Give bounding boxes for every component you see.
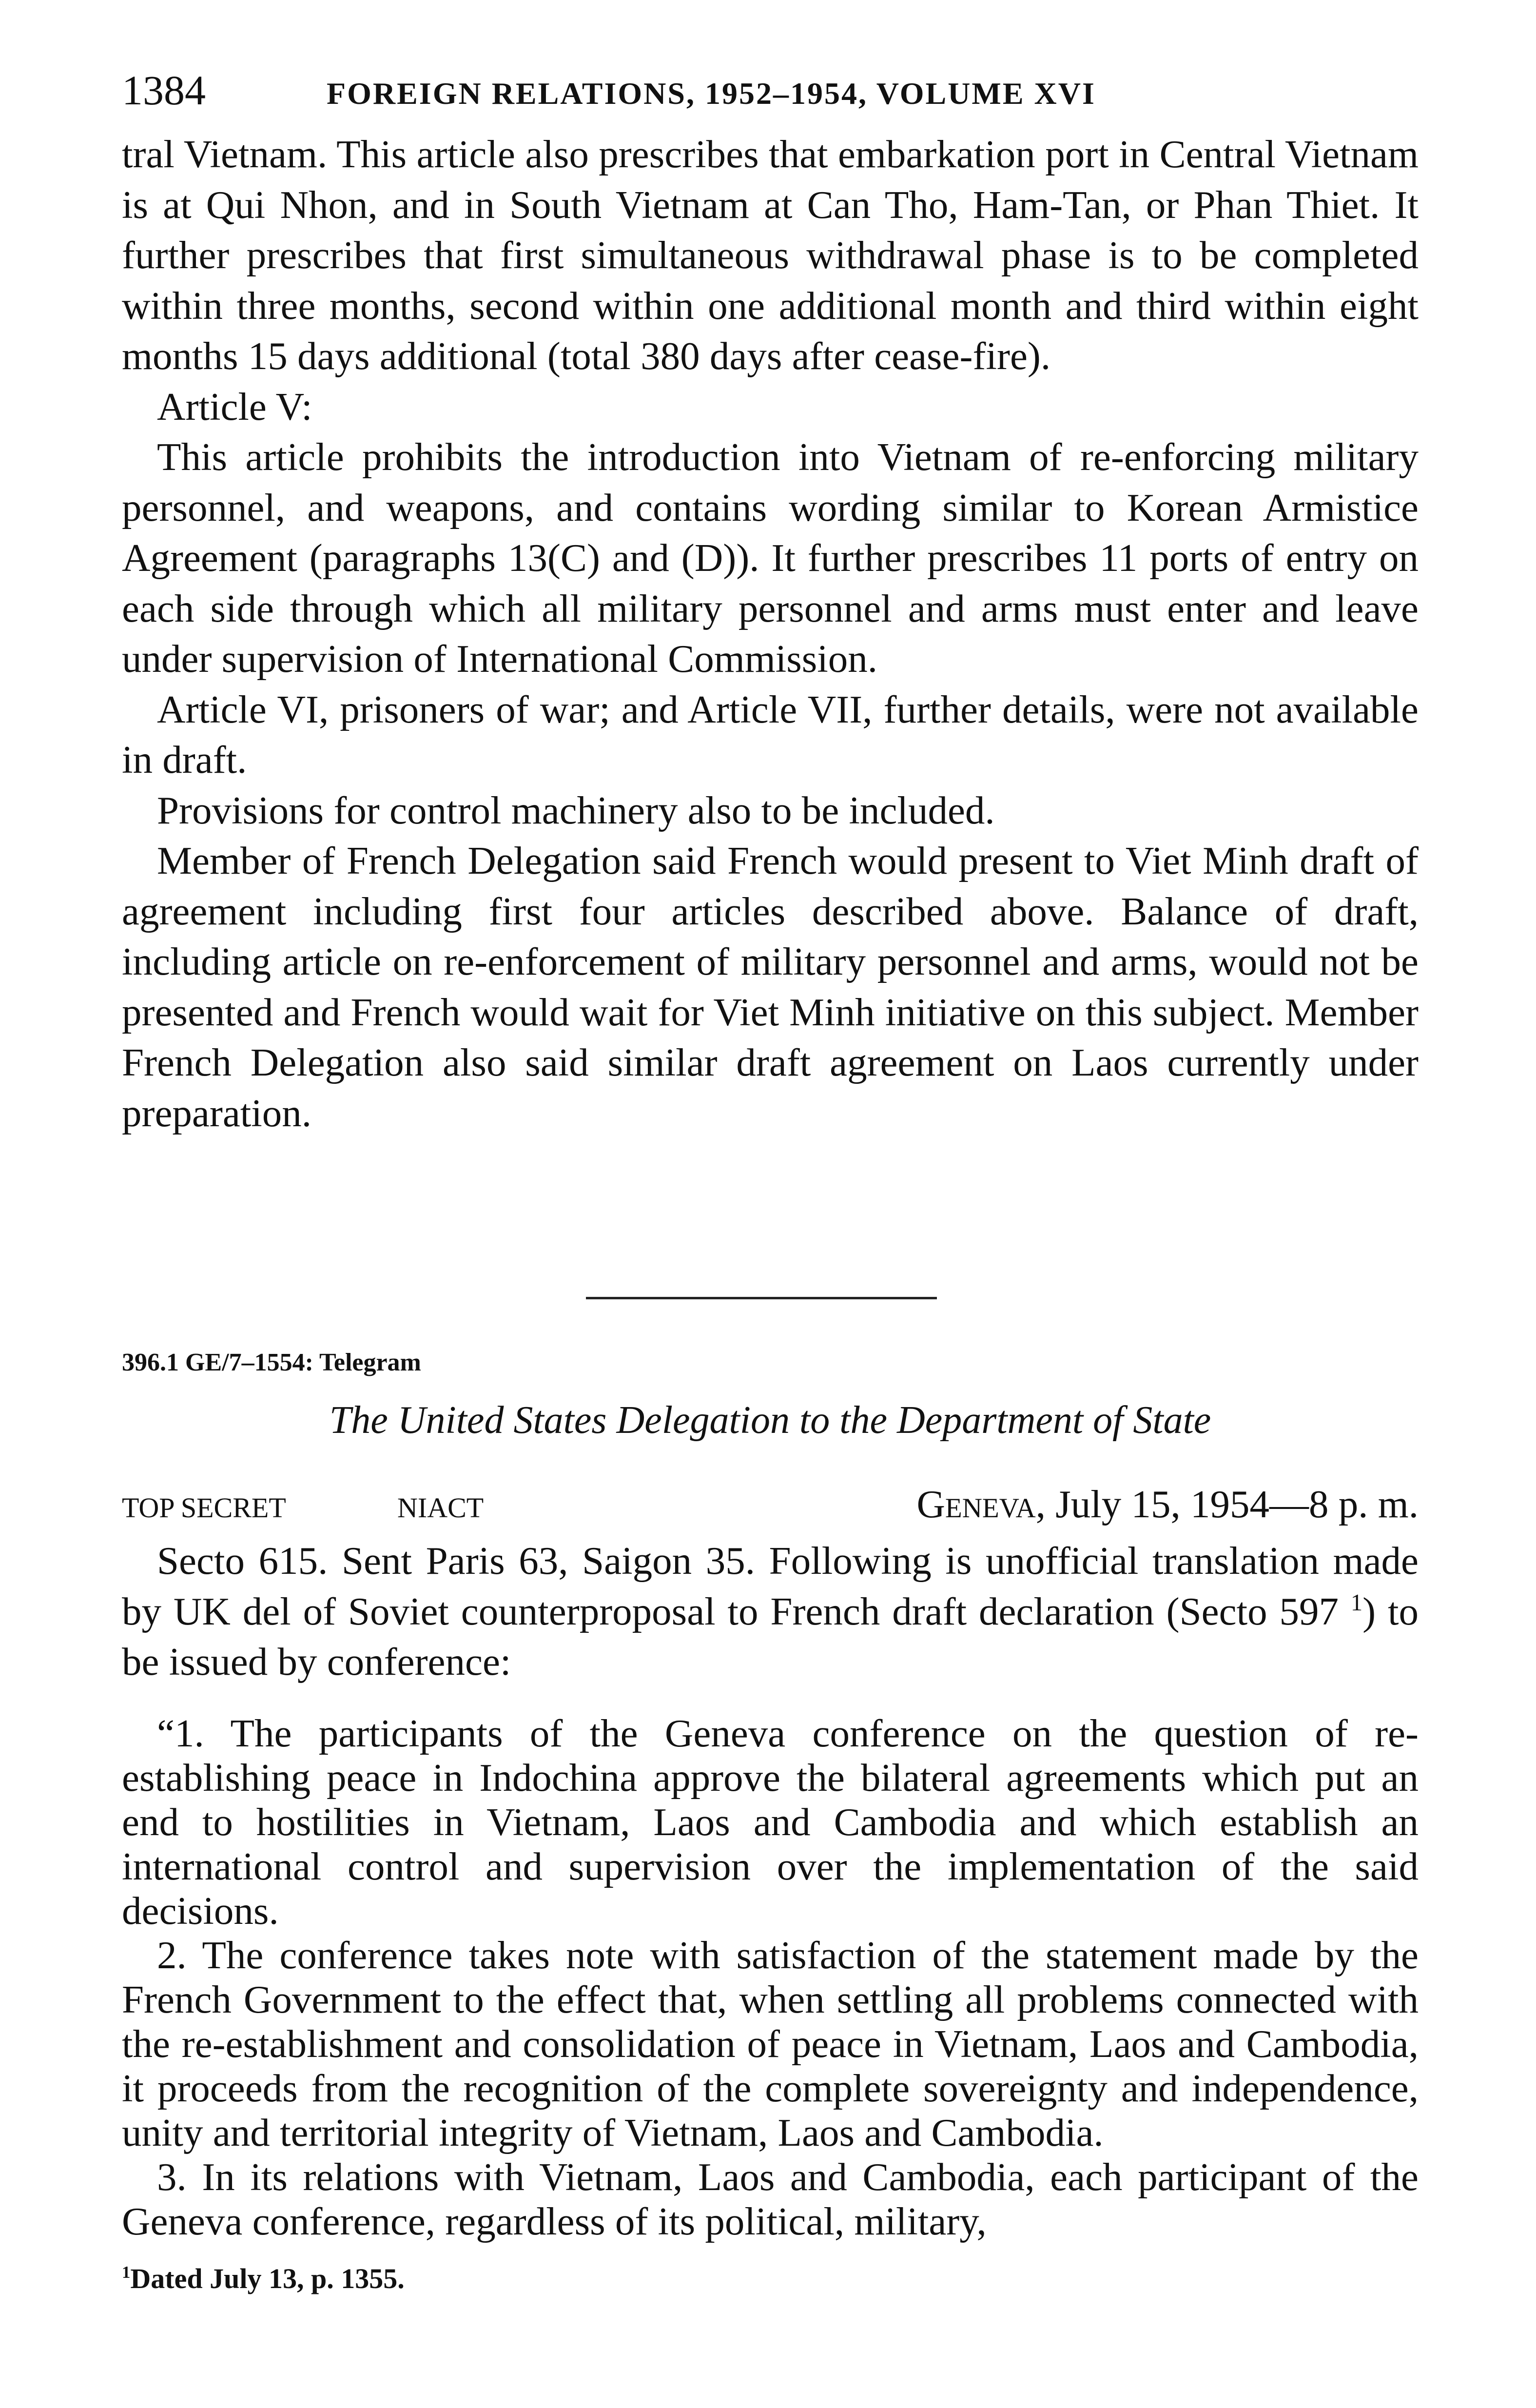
section-divider: [586, 1297, 937, 1299]
telegram-opening: [122, 1536, 1419, 1687]
footnote-text: Dated July 13, p. 1355.: [130, 2263, 405, 2294]
place: Geneva: [916, 1482, 1036, 1526]
document-title: The United States Delegation to the Department of State: [329, 1399, 1211, 1442]
page-number: 1384: [122, 67, 206, 114]
paragraph: Article VI, prisoners of war; and Article VII, further details, were not available in draft.: [122, 687, 1419, 782]
opening-text: Secto 615. Sent Paris 63, Saigon 35. Following is unofficial translation made by UK del of Soviet counterproposal to French draft declaration (Secto 597: [122, 1539, 1419, 1633]
classification-marking: TOP SECRET: [122, 1492, 286, 1524]
quoted-paragraph: “1. The participants of the Geneva conference on the question of re-establishing peace in Indochina approve the bilateral agreements which put an end to hostilities in Vietnam, Laos and Cambodia and which establish an international control and supervision over the implementation of the said decisions.: [122, 1711, 1419, 1933]
footnote-marker: 1: [122, 2263, 131, 2282]
page-header: [122, 63, 1419, 122]
footnote: [122, 2262, 405, 2295]
paragraph: Provisions for control machinery also to be included.: [157, 788, 995, 832]
paragraph: [122, 1536, 1419, 1687]
handling-marking: NIACT: [397, 1492, 484, 1524]
article-heading: Article V:: [157, 384, 312, 429]
document-file-number: 396.1 GE/7–1554: Telegram: [122, 1349, 421, 1376]
quoted-paragraph: 3. In its relations with Vietnam, Laos and Cambodia, each participant of the Geneva conference, regardless of its political, military,: [122, 2155, 1419, 2243]
dateline: [122, 1480, 1419, 1533]
quoted-paragraph: 2. The conference takes note with satisfaction of the statement made by the French Government to the effect that, when settling all problems connected with the re-establishment and consolidation of peace in Vietnam, Laos and Cambodia, it proceeds from the recognition of the complete sovereignty and independence, unity and territorial integrity of Vietnam, Laos and Cambodia.: [122, 1933, 1419, 2154]
date: , July 15, 1954—8 p. m.: [1035, 1482, 1419, 1526]
running-head: FOREIGN RELATIONS, 1952–1954, VOLUME XVI: [327, 76, 1096, 111]
footnote-reference: 1: [1350, 1589, 1363, 1616]
paragraph: tral Vietnam. This article also prescribes that embarkation port in Central Vietnam is at Qui Nhon, and in South Vietnam at Can Tho, Ham-Tan, or Phan Thiet. It further prescribes that first simultaneous withdrawal phase is to be completed within three months, second within one additional month and third within eight months 15 days additional (total 380 days after cease-fire).: [122, 132, 1419, 378]
paragraph: Member of French Delegation said French would present to Viet Minh draft of agreement including first four articles described above. Balance of draft, including article on re-enforcement of military personnel and arms, would not be presented and French would wait for Viet Minh initiative on this subject. Member French Delegation also said similar draft agreement on Laos currently under preparation.: [122, 839, 1419, 1135]
place-and-date: [916, 1480, 1419, 1528]
quoted-declaration: [122, 1711, 1419, 2244]
opening-text-end: ) to be issued by conference:: [122, 1589, 1419, 1684]
paragraph: This article prohibits the introduction into Vietnam of re-enforcing military personnel, and weapons, and contains wording similar to Korean Armistice Agreement (paragraphs 13(C) and (D)). It further prescribes 11 ports of entry on each side through which all military personnel and arms must enter and leave under supervision of International Commission.: [122, 435, 1419, 681]
continued-text: [122, 129, 1419, 1138]
